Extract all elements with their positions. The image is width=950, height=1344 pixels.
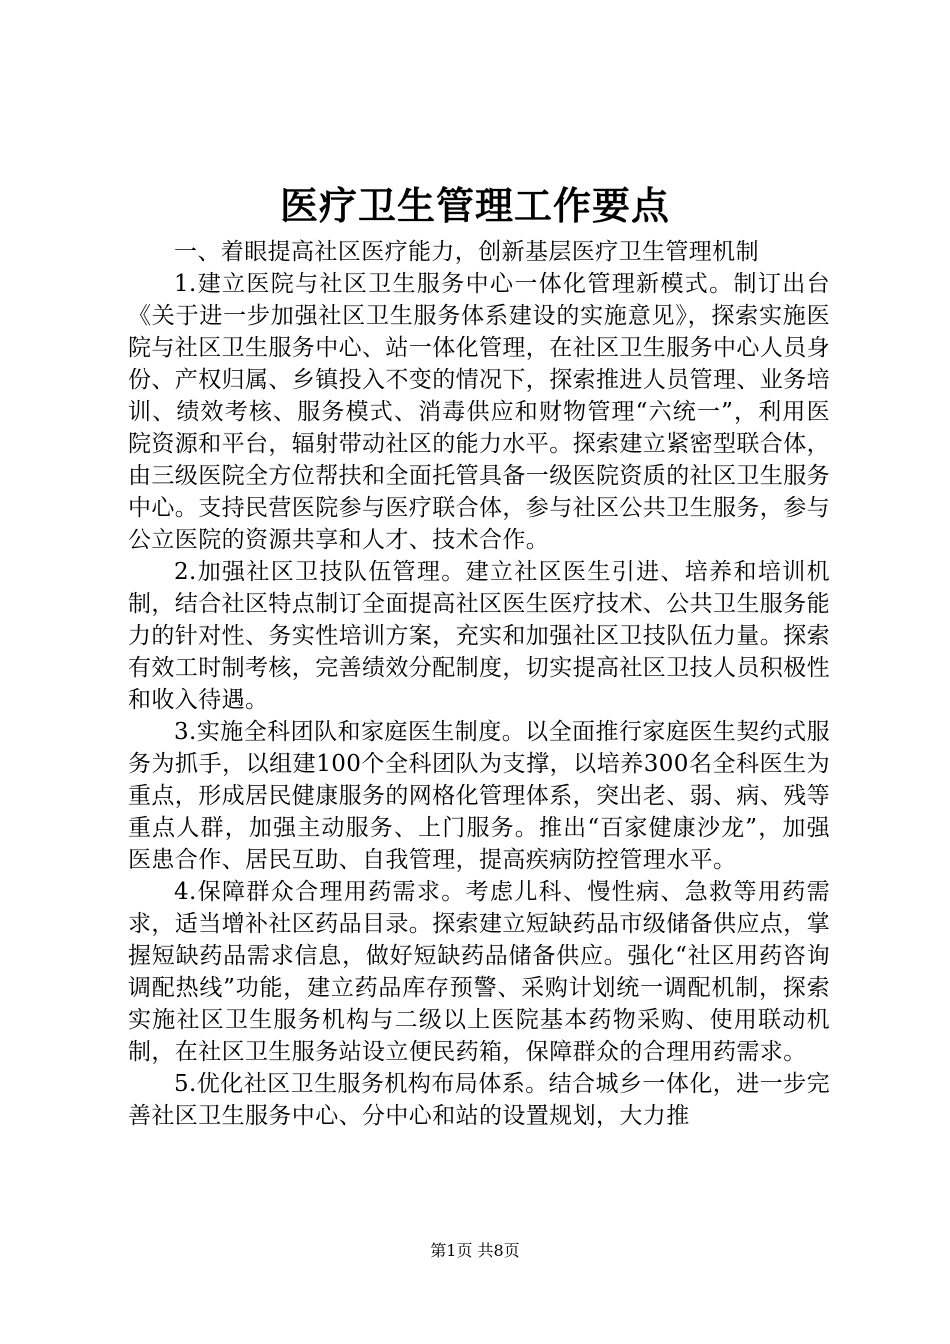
document-title: 医疗卫生管理工作要点	[279, 183, 670, 228]
paragraph-2: 2.加强社区卫技队伍管理。建立社区医生引进、培养和培训机制，结合社区特点制订全面提高社区医生医疗技术、公共卫生服务能力的针对性、务实性培训方案，充实和加强社区卫技队伍力量。探索有效工时制考核，完善绩效分配制度，切实提高社区卫技人员积极性和收入待遇。	[128, 559, 830, 713]
paragraph-3: 3.实施全科团队和家庭医生制度。以全面推行家庭医生契约式服务为抓手，以组建100个全科团队为支撑，以培养300名全科医生为重点，形成居民健康服务的网格化管理体系，突出老、弱、病、残等重点人群，加强主动服务、上门服务。推出“百家健康沙龙”，加强医患合作、居民互助、自我管理，提高疾病防控管理水平。	[128, 719, 830, 873]
page-number-footer: 第1页 共8页	[430, 1241, 520, 1260]
paragraph-1: 1.建立医院与社区卫生服务中心一体化管理新模式。制订出台《关于进一步加强社区卫生服务体系建设的实施意见》，探索实施医院与社区卫生服务中心、站一体化管理，在社区卫生服务中心人员身份、产权归属、乡镇投入不变的情况下，探索推进人员管理、业务培训、绩效考核、服务模式、消毒供应和财物管理“六统一”，利用医院资源和平台，辐射带动社区的能力水平。探索建立紧密型联合体，由三级医院全方位帮扶和全面托管具备一级医院资质的社区卫生服务中心。支持民营医院参与医疗联合体，参与社区公共卫生服务，参与公立医院的资源共享和人才、技术合作。	[128, 271, 830, 553]
document-body	[128, 236, 830, 1132]
section-heading: 一、着眼提高社区医疗能力，创新基层医疗卫生管理机制	[174, 239, 759, 265]
paragraph-5: 5.优化社区卫生服务机构布局体系。结合城乡一体化，进一步完善社区卫生服务中心、分中心和站的设置规划，大力推	[128, 1071, 830, 1129]
paragraph-4: 4.保障群众合理用药需求。考虑儿科、慢性病、急救等用药需求，适当增补社区药品目录。探索建立短缺药品市级储备供应点，掌握短缺药品需求信息，做好短缺药品储备供应。强化“社区用药咨询调配热线”功能，建立药品库存预警、采购计划统一调配机制，探索实施社区卫生服务机构与二级以上医院基本药物采购、使用联动机制，在社区卫生服务站设立便民药箱，保障群众的合理用药需求。	[128, 879, 830, 1065]
